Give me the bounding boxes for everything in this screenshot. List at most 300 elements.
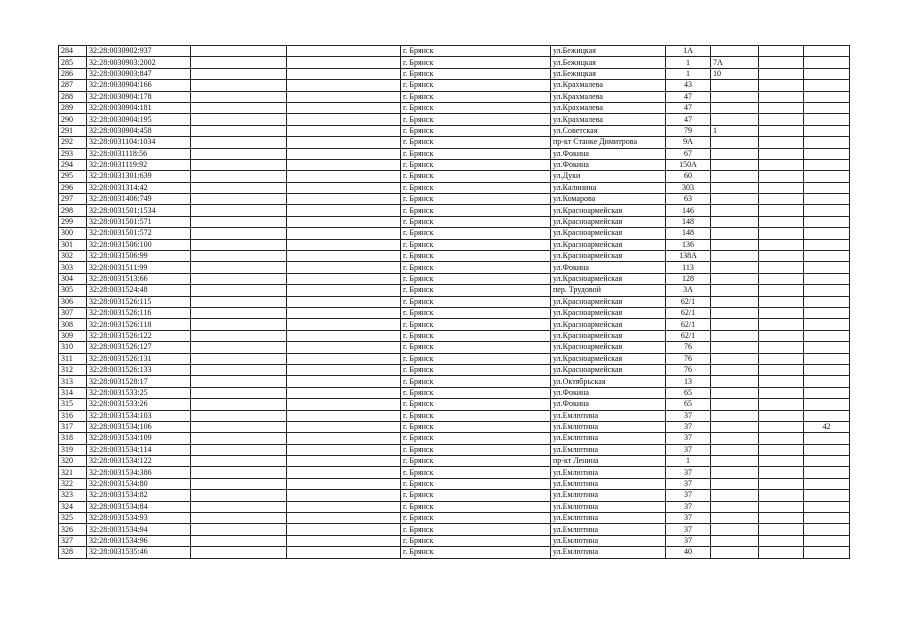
extra-value-cell — [804, 91, 850, 102]
street-cell: ул.Бежицкая — [551, 57, 666, 68]
cadastral-number-cell: 32:28:0031513:66 — [87, 273, 191, 284]
empty-cell — [759, 137, 804, 148]
apartment-cell — [711, 364, 759, 375]
city-cell: г. Брянск — [401, 137, 551, 148]
row-number-cell: 319 — [59, 444, 87, 455]
empty-cell — [287, 421, 401, 432]
apartment-cell — [711, 205, 759, 216]
empty-cell — [191, 307, 287, 318]
house-number-cell: 150А — [666, 159, 711, 170]
empty-cell — [759, 91, 804, 102]
row-number-cell: 314 — [59, 387, 87, 398]
empty-cell — [191, 513, 287, 524]
empty-cell — [287, 330, 401, 341]
extra-value-cell — [804, 194, 850, 205]
house-number-cell: 148 — [666, 216, 711, 227]
table-row — [59, 319, 850, 330]
empty-cell — [287, 399, 401, 410]
empty-cell — [759, 364, 804, 375]
extra-value-cell — [804, 433, 850, 444]
street-cell: ул.Крахмалева — [551, 102, 666, 113]
apartment-cell — [711, 501, 759, 512]
row-number-cell: 290 — [59, 114, 87, 125]
empty-cell — [191, 353, 287, 364]
extra-value-cell — [804, 46, 850, 57]
empty-cell — [191, 319, 287, 330]
city-cell: г. Брянск — [401, 330, 551, 341]
extra-value-cell — [804, 159, 850, 170]
extra-value-cell — [804, 342, 850, 353]
apartment-cell — [711, 399, 759, 410]
empty-cell — [287, 102, 401, 113]
city-cell: г. Брянск — [401, 285, 551, 296]
empty-cell — [759, 467, 804, 478]
house-number-cell: 37 — [666, 501, 711, 512]
empty-cell — [191, 262, 287, 273]
table-row — [59, 125, 850, 136]
city-cell: г. Брянск — [401, 307, 551, 318]
empty-cell — [759, 171, 804, 182]
apartment-cell — [711, 171, 759, 182]
table-row — [59, 501, 850, 512]
table-row — [59, 239, 850, 250]
cadastral-number-cell: 32:28:0031526:122 — [87, 330, 191, 341]
empty-cell — [191, 467, 287, 478]
empty-cell — [759, 353, 804, 364]
empty-cell — [287, 125, 401, 136]
empty-cell — [287, 137, 401, 148]
street-cell: ул.Емлютина — [551, 421, 666, 432]
row-number-cell: 292 — [59, 137, 87, 148]
table-row — [59, 490, 850, 501]
street-cell: ул.Красноармейская — [551, 216, 666, 227]
table-row — [59, 148, 850, 159]
city-cell: г. Брянск — [401, 216, 551, 227]
row-number-cell: 321 — [59, 467, 87, 478]
house-number-cell: 146 — [666, 205, 711, 216]
apartment-cell — [711, 114, 759, 125]
empty-cell — [191, 456, 287, 467]
house-number-cell: 63 — [666, 194, 711, 205]
extra-value-cell — [804, 80, 850, 91]
cadastral-number-cell: 32:28:0031501:1534 — [87, 205, 191, 216]
house-number-cell: 37 — [666, 478, 711, 489]
house-number-cell: 47 — [666, 102, 711, 113]
street-cell: ул.Фокина — [551, 399, 666, 410]
empty-cell — [191, 478, 287, 489]
extra-value-cell — [804, 102, 850, 113]
apartment-cell — [711, 159, 759, 170]
house-number-cell: 79 — [666, 125, 711, 136]
empty-cell — [287, 478, 401, 489]
empty-cell — [287, 307, 401, 318]
empty-cell — [287, 296, 401, 307]
row-number-cell: 315 — [59, 399, 87, 410]
empty-cell — [191, 171, 287, 182]
street-cell: пр-кт Станке Димитрова — [551, 137, 666, 148]
apartment-cell — [711, 194, 759, 205]
extra-value-cell — [804, 387, 850, 398]
empty-cell — [759, 342, 804, 353]
house-number-cell: 67 — [666, 148, 711, 159]
extra-value-cell — [804, 467, 850, 478]
table-row — [59, 376, 850, 387]
cadastral-number-cell: 32:28:0030904:181 — [87, 102, 191, 113]
city-cell: г. Брянск — [401, 410, 551, 421]
street-cell: ул.Бежицкая — [551, 68, 666, 79]
house-number-cell: 76 — [666, 342, 711, 353]
empty-cell — [287, 46, 401, 57]
extra-value-cell — [804, 171, 850, 182]
empty-cell — [287, 68, 401, 79]
empty-cell — [759, 114, 804, 125]
cadastral-number-cell: 32:28:0031534:80 — [87, 478, 191, 489]
empty-cell — [191, 296, 287, 307]
apartment-cell — [711, 376, 759, 387]
empty-cell — [759, 251, 804, 262]
city-cell: г. Брянск — [401, 547, 551, 558]
apartment-cell — [711, 513, 759, 524]
row-number-cell: 327 — [59, 535, 87, 546]
city-cell: г. Брянск — [401, 182, 551, 193]
city-cell: г. Брянск — [401, 456, 551, 467]
empty-cell — [287, 513, 401, 524]
house-number-cell: 60 — [666, 171, 711, 182]
row-number-cell: 303 — [59, 262, 87, 273]
empty-cell — [759, 319, 804, 330]
street-cell: ул.Красноармейская — [551, 364, 666, 375]
row-number-cell: 299 — [59, 216, 87, 227]
city-cell: г. Брянск — [401, 159, 551, 170]
city-cell: г. Брянск — [401, 114, 551, 125]
empty-cell — [759, 228, 804, 239]
house-number-cell: 37 — [666, 524, 711, 535]
empty-cell — [759, 216, 804, 227]
house-number-cell: 62/1 — [666, 330, 711, 341]
cadastral-number-cell: 32:28:0031534:114 — [87, 444, 191, 455]
table-row — [59, 296, 850, 307]
empty-cell — [287, 535, 401, 546]
empty-cell — [287, 273, 401, 284]
row-number-cell: 289 — [59, 102, 87, 113]
empty-cell — [191, 524, 287, 535]
city-cell: г. Брянск — [401, 467, 551, 478]
row-number-cell: 325 — [59, 513, 87, 524]
extra-value-cell — [804, 68, 850, 79]
empty-cell — [191, 159, 287, 170]
empty-cell — [759, 490, 804, 501]
street-cell: ул.Красноармейская — [551, 353, 666, 364]
house-number-cell: 1 — [666, 57, 711, 68]
empty-cell — [759, 307, 804, 318]
street-cell: ул.Емлютина — [551, 524, 666, 535]
empty-cell — [759, 513, 804, 524]
empty-cell — [759, 376, 804, 387]
extra-value-cell — [804, 456, 850, 467]
empty-cell — [287, 501, 401, 512]
extra-value-cell — [804, 228, 850, 239]
empty-cell — [759, 524, 804, 535]
extra-value-cell — [804, 285, 850, 296]
empty-cell — [759, 478, 804, 489]
cadastral-number-cell: 32:28:0031534:122 — [87, 456, 191, 467]
empty-cell — [191, 80, 287, 91]
house-number-cell: 37 — [666, 433, 711, 444]
empty-cell — [287, 285, 401, 296]
row-number-cell: 309 — [59, 330, 87, 341]
row-number-cell: 300 — [59, 228, 87, 239]
cadastral-number-cell: 32:28:0031406:749 — [87, 194, 191, 205]
cadastral-number-cell: 32:28:0030904:166 — [87, 80, 191, 91]
table-row — [59, 159, 850, 170]
apartment-cell — [711, 182, 759, 193]
apartment-cell — [711, 216, 759, 227]
table-row — [59, 524, 850, 535]
street-cell: ул.Емлютина — [551, 490, 666, 501]
house-number-cell: 138А — [666, 251, 711, 262]
row-number-cell: 285 — [59, 57, 87, 68]
house-number-cell: 47 — [666, 91, 711, 102]
empty-cell — [759, 330, 804, 341]
empty-cell — [287, 194, 401, 205]
empty-cell — [191, 125, 287, 136]
city-cell: г. Брянск — [401, 80, 551, 91]
row-number-cell: 307 — [59, 307, 87, 318]
row-number-cell: 316 — [59, 410, 87, 421]
city-cell: г. Брянск — [401, 296, 551, 307]
extra-value-cell — [804, 501, 850, 512]
cadastral-number-cell: 32:28:0031314:42 — [87, 182, 191, 193]
cadastral-number-cell: 32:28:0031534:93 — [87, 513, 191, 524]
empty-cell — [759, 194, 804, 205]
extra-value-cell — [804, 57, 850, 68]
empty-cell — [191, 239, 287, 250]
cadastral-number-cell: 32:28:0030902:937 — [87, 46, 191, 57]
empty-cell — [191, 433, 287, 444]
city-cell: г. Брянск — [401, 535, 551, 546]
cadastral-number-cell: 32:28:0031119:92 — [87, 159, 191, 170]
extra-value-cell — [804, 182, 850, 193]
extra-value-cell — [804, 307, 850, 318]
house-number-cell: 76 — [666, 353, 711, 364]
city-cell: г. Брянск — [401, 433, 551, 444]
house-number-cell: 148 — [666, 228, 711, 239]
row-number-cell: 318 — [59, 433, 87, 444]
street-cell: ул.Красноармейская — [551, 239, 666, 250]
extra-value-cell — [804, 262, 850, 273]
empty-cell — [191, 273, 287, 284]
table-row — [59, 342, 850, 353]
house-number-cell: 303 — [666, 182, 711, 193]
house-number-cell: 62/1 — [666, 319, 711, 330]
apartment-cell — [711, 433, 759, 444]
row-number-cell: 291 — [59, 125, 87, 136]
street-cell: ул.Дуки — [551, 171, 666, 182]
empty-cell — [759, 535, 804, 546]
street-cell: ул.Крахмалева — [551, 114, 666, 125]
empty-cell — [191, 68, 287, 79]
city-cell: г. Брянск — [401, 228, 551, 239]
row-number-cell: 324 — [59, 501, 87, 512]
table-row — [59, 68, 850, 79]
table-row — [59, 46, 850, 57]
street-cell: ул.Фокина — [551, 148, 666, 159]
row-number-cell: 313 — [59, 376, 87, 387]
street-cell: ул.Комарова — [551, 194, 666, 205]
empty-cell — [759, 125, 804, 136]
row-number-cell: 294 — [59, 159, 87, 170]
apartment-cell — [711, 444, 759, 455]
empty-cell — [287, 433, 401, 444]
apartment-cell — [711, 524, 759, 535]
apartment-cell — [711, 102, 759, 113]
address-table — [58, 45, 850, 559]
house-number-cell: 37 — [666, 490, 711, 501]
apartment-cell — [711, 353, 759, 364]
cadastral-number-cell: 32:28:0031526:133 — [87, 364, 191, 375]
empty-cell — [191, 137, 287, 148]
apartment-cell — [711, 239, 759, 250]
empty-cell — [191, 228, 287, 239]
row-number-cell: 284 — [59, 46, 87, 57]
cadastral-number-cell: 32:28:0030903:2002 — [87, 57, 191, 68]
extra-value-cell — [804, 125, 850, 136]
row-number-cell: 295 — [59, 171, 87, 182]
apartment-cell: 10 — [711, 68, 759, 79]
city-cell: г. Брянск — [401, 376, 551, 387]
empty-cell — [191, 342, 287, 353]
apartment-cell: 7А — [711, 57, 759, 68]
extra-value-cell — [804, 524, 850, 535]
street-cell: ул.Емлютина — [551, 444, 666, 455]
table-row — [59, 456, 850, 467]
city-cell: г. Брянск — [401, 501, 551, 512]
empty-cell — [759, 262, 804, 273]
cadastral-number-cell: 32:28:0031533:26 — [87, 399, 191, 410]
table-row — [59, 80, 850, 91]
cadastral-number-cell: 32:28:0031118:56 — [87, 148, 191, 159]
extra-value-cell — [804, 251, 850, 262]
table-row — [59, 387, 850, 398]
table-row — [59, 513, 850, 524]
empty-cell — [759, 205, 804, 216]
street-cell: ул.Красноармейская — [551, 296, 666, 307]
cadastral-number-cell: 32:28:0030904:458 — [87, 125, 191, 136]
extra-value-cell — [804, 478, 850, 489]
street-cell: ул.Емлютина — [551, 410, 666, 421]
cadastral-number-cell: 32:28:0031501:572 — [87, 228, 191, 239]
row-number-cell: 311 — [59, 353, 87, 364]
empty-cell — [191, 547, 287, 558]
document-page — [58, 45, 849, 559]
cadastral-number-cell: 32:28:0031534:106 — [87, 421, 191, 432]
empty-cell — [287, 91, 401, 102]
city-cell: г. Брянск — [401, 68, 551, 79]
city-cell: г. Брянск — [401, 364, 551, 375]
house-number-cell: 1А — [666, 46, 711, 57]
empty-cell — [759, 102, 804, 113]
row-number-cell: 297 — [59, 194, 87, 205]
row-number-cell: 326 — [59, 524, 87, 535]
house-number-cell: 3А — [666, 285, 711, 296]
table-row — [59, 205, 850, 216]
house-number-cell: 47 — [666, 114, 711, 125]
cadastral-number-cell: 32:28:0030903:847 — [87, 68, 191, 79]
empty-cell — [191, 410, 287, 421]
empty-cell — [759, 410, 804, 421]
empty-cell — [191, 399, 287, 410]
empty-cell — [191, 148, 287, 159]
empty-cell — [759, 547, 804, 558]
table-row — [59, 478, 850, 489]
street-cell: ул.Красноармейская — [551, 205, 666, 216]
house-number-cell: 1 — [666, 456, 711, 467]
table-row — [59, 444, 850, 455]
table-row — [59, 194, 850, 205]
empty-cell — [287, 456, 401, 467]
extra-value-cell — [804, 444, 850, 455]
empty-cell — [287, 182, 401, 193]
city-cell: г. Брянск — [401, 46, 551, 57]
extra-value-cell — [804, 410, 850, 421]
city-cell: г. Брянск — [401, 478, 551, 489]
street-cell: ул.Фокина — [551, 387, 666, 398]
cadastral-number-cell: 32:28:0031526:116 — [87, 307, 191, 318]
table-row — [59, 285, 850, 296]
empty-cell — [287, 216, 401, 227]
apartment-cell — [711, 330, 759, 341]
empty-cell — [287, 387, 401, 398]
house-number-cell: 13 — [666, 376, 711, 387]
cadastral-number-cell: 32:28:0031534:103 — [87, 410, 191, 421]
extra-value-cell — [804, 513, 850, 524]
cadastral-number-cell: 32:28:0031526:131 — [87, 353, 191, 364]
street-cell: ул.Емлютина — [551, 478, 666, 489]
table-row — [59, 102, 850, 113]
cadastral-number-cell: 32:28:0031534:109 — [87, 433, 191, 444]
apartment-cell — [711, 421, 759, 432]
empty-cell — [759, 273, 804, 284]
empty-cell — [287, 353, 401, 364]
row-number-cell: 328 — [59, 547, 87, 558]
empty-cell — [287, 262, 401, 273]
empty-cell — [759, 501, 804, 512]
row-number-cell: 304 — [59, 273, 87, 284]
apartment-cell — [711, 467, 759, 478]
empty-cell — [759, 456, 804, 467]
empty-cell — [287, 114, 401, 125]
cadastral-number-cell: 32:28:0031501:571 — [87, 216, 191, 227]
street-cell: пер. Трудовой — [551, 285, 666, 296]
row-number-cell: 302 — [59, 251, 87, 262]
apartment-cell — [711, 490, 759, 501]
table-row — [59, 535, 850, 546]
house-number-cell: 65 — [666, 399, 711, 410]
table-row — [59, 216, 850, 227]
empty-cell — [191, 285, 287, 296]
street-cell: ул.Октябрьская — [551, 376, 666, 387]
table-body — [59, 46, 850, 559]
row-number-cell: 317 — [59, 421, 87, 432]
house-number-cell: 40 — [666, 547, 711, 558]
empty-cell — [287, 239, 401, 250]
city-cell: г. Брянск — [401, 387, 551, 398]
empty-cell — [759, 433, 804, 444]
street-cell: ул.Емлютина — [551, 467, 666, 478]
street-cell: пр-кт Ленина — [551, 456, 666, 467]
house-number-cell: 1 — [666, 68, 711, 79]
city-cell: г. Брянск — [401, 490, 551, 501]
